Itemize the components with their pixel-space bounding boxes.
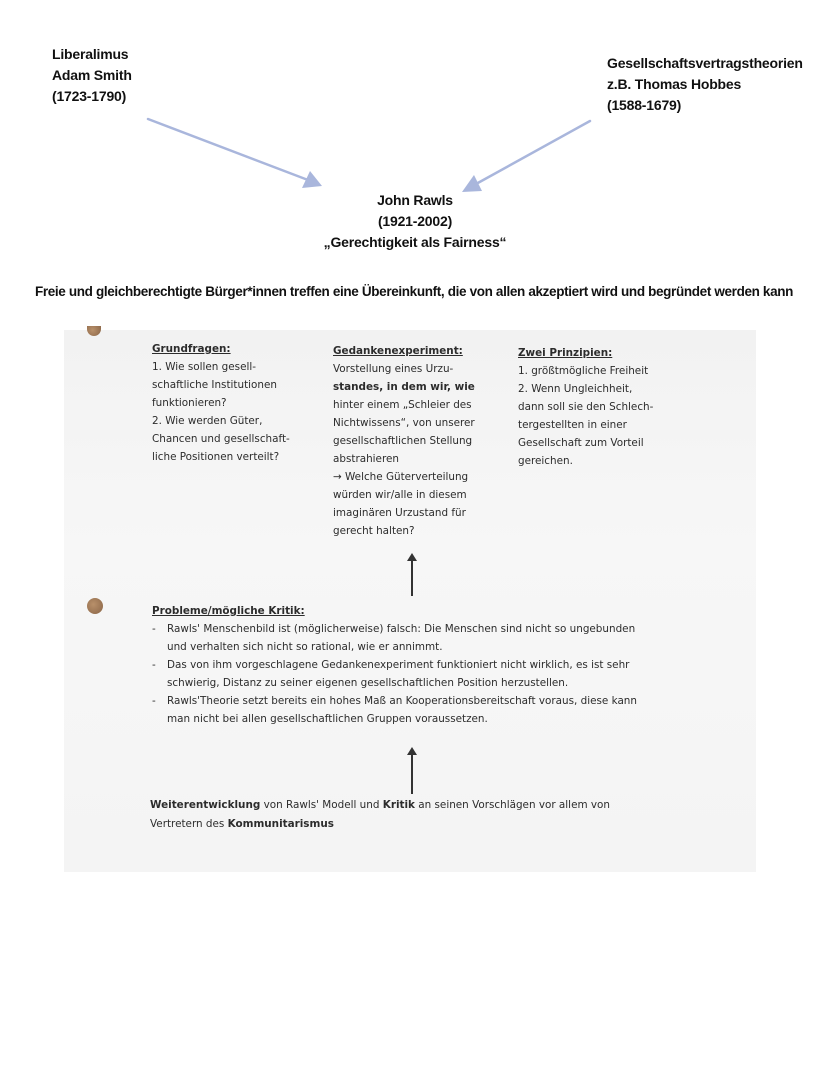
core-claim: Freie und gleichberechtigte Bürger*innen treffen eine Übereinkunft, die von allen akzeptiert wird und begründet werden kann <box>34 284 794 299</box>
prinzipien-section <box>518 344 653 470</box>
prinzipien-line: 1. größtmögliche Freiheit <box>518 365 649 377</box>
arrow-left-line <box>148 119 308 180</box>
gedankenexperiment-line: abstrahieren <box>333 453 399 465</box>
rawls-name: John Rawls <box>377 192 453 208</box>
contract-theory-title: Gesellschaftsvertragstheorien <box>607 55 803 71</box>
kritik-heading: Probleme/mögliche Kritik: <box>152 605 305 617</box>
kommunitarismus-bold: Kommunitarismus <box>227 818 334 830</box>
up-arrow-icon <box>411 560 413 596</box>
bullet-dash: - <box>152 623 156 635</box>
kritik-item <box>152 620 637 656</box>
grundfragen-line: schaftliche Institutionen <box>152 379 277 391</box>
weiterentwicklung-text: von Rawls' Modell und <box>260 799 383 811</box>
weiterentwicklung-section <box>150 796 610 834</box>
influence-arrows <box>0 0 828 300</box>
gedankenexperiment-line: standes, in dem wir, wie <box>333 381 475 393</box>
gedankenexperiment-heading: Gedankenexperiment: <box>333 345 463 357</box>
rawls-theory: „Gerechtigkeit als Fairness“ <box>323 234 507 250</box>
prinzipien-line: tergestellten in einer <box>518 419 627 431</box>
grundfragen-line: 2. Wie werden Güter, <box>152 415 263 427</box>
weiterentwicklung-bold: Weiterentwicklung <box>150 799 261 811</box>
kritik-item-line: schwierig, Distanz zu seiner eigenen gesellschaftlichen Position herzustellen. <box>167 677 569 689</box>
contract-theory-person: z.B. Thomas Hobbes <box>607 76 742 92</box>
kritik-bold: Kritik <box>382 799 415 811</box>
grundfragen-section <box>152 340 290 466</box>
gedankenexperiment-line: würden wir/alle in diesem <box>333 489 467 501</box>
punch-hole-top <box>87 326 101 336</box>
liberalism-person: Adam Smith <box>52 67 132 83</box>
grundfragen-line: funktionieren? <box>152 397 227 409</box>
contract-theory-years: (1588-1679) <box>607 97 682 113</box>
grundfragen-line: Chancen und gesellschaft- <box>152 433 290 445</box>
grundfragen-heading: Grundfragen: <box>152 343 231 355</box>
kritik-item <box>152 656 637 692</box>
gedankenexperiment-line: imaginären Urzustand für <box>333 507 466 519</box>
gedankenexperiment-line: gesellschaftlichen Stellung <box>333 435 473 447</box>
liberalism-title: Liberalimus <box>52 46 129 62</box>
liberalism-years: (1723-1790) <box>52 88 127 104</box>
gedankenexperiment-section <box>333 342 475 540</box>
scanned-worksheet <box>64 330 756 872</box>
gedankenexperiment-line: gerecht halten? <box>333 525 415 537</box>
kritik-section <box>152 602 637 728</box>
punch-hole-middle <box>87 598 103 614</box>
prinzipien-line: Gesellschaft zum Vorteil <box>518 437 644 449</box>
weiterentwicklung-line <box>150 796 610 815</box>
weiterentwicklung-text: Vertretern des <box>150 818 228 830</box>
rawls-years: (1921-2002) <box>377 213 453 229</box>
kritik-item-line: man nicht bei allen gesellschaftlichen Gruppen voraussetzen. <box>167 713 488 725</box>
gedankenexperiment-line: Vorstellung eines Urzu- <box>333 363 454 375</box>
prinzipien-line: gereichen. <box>518 455 573 467</box>
weiterentwicklung-text: an seinen Vorschlägen vor allem von <box>414 799 610 811</box>
prinzipien-line: 2. Wenn Ungleichheit, <box>518 383 633 395</box>
kritik-item-line: Das von ihm vorgeschlagene Gedankenexperiment funktioniert nicht wirklich, es ist sehr <box>167 659 630 671</box>
kritik-item <box>152 692 637 728</box>
prinzipien-heading: Zwei Prinzipien: <box>518 347 613 359</box>
bullet-dash: - <box>152 695 156 707</box>
up-arrow-icon <box>411 754 413 794</box>
kritik-item-line: Rawls' Menschenbild ist (möglicherweise) falsch: Die Menschen sind nicht so ungebunden <box>167 623 636 635</box>
gedankenexperiment-line: → Welche Güterverteilung <box>333 471 469 483</box>
prinzipien-line: dann soll sie den Schlech- <box>518 401 654 413</box>
gedankenexperiment-line: hinter einem „Schleier des <box>333 399 472 411</box>
grundfragen-line: liche Positionen verteilt? <box>152 451 280 463</box>
kritik-item-line: Rawls'Theorie setzt bereits ein hohes Maß an Kooperationsbereitschaft voraus, diese kann <box>167 695 637 707</box>
grundfragen-line: 1. Wie sollen gesell- <box>152 361 256 373</box>
weiterentwicklung-line <box>150 815 610 834</box>
kritik-item-line: und verhalten sich nicht so rational, wie er annimmt. <box>167 641 443 653</box>
gedankenexperiment-line: Nichtwissens“, von unserer <box>333 417 475 429</box>
arrow-right-line <box>476 121 590 184</box>
rawls-note <box>300 190 530 253</box>
bullet-dash: - <box>152 659 156 671</box>
